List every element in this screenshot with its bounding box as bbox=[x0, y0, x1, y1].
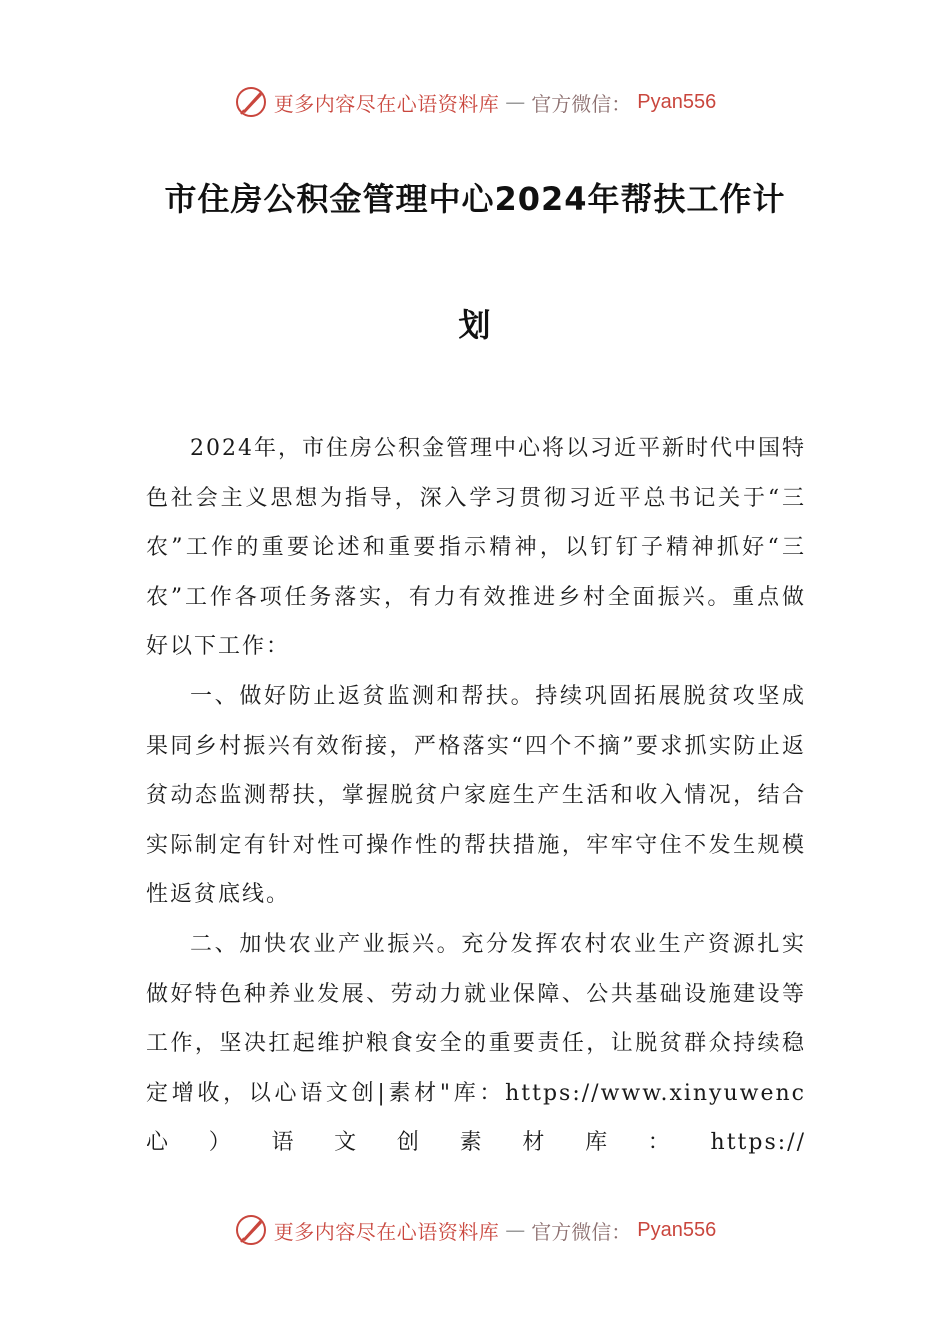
watermark-banner-top bbox=[0, 80, 950, 124]
paragraph-section-2: 二、加快农业产业振兴。充分发挥农村农业生产资源扎实做好特色种养业发展、劳动力就业保障、公共基础设施建设等工作，坚决扛起维护粮食安全的重要责任，让脱贫群众持续稳定增收，以心语文创|素材"库：https://www.xinyuwenc 心 ） 语 文 创 素 材 库 ： https:// bbox=[146, 931, 806, 1156]
wechat-label: 官方微信： bbox=[531, 1219, 632, 1244]
paragraph-section-1: 一、做好防止返贫监测和帮扶。持续巩固拓展脱贫攻坚成果同乡村振兴有效衔接，严格落实“四个不摘”要求抓实防止返贫动态监测帮扶，掌握脱贫户家庭生产生活和收入情况，结合实际制定有针对性可操作性的帮扶措施，牢牢守住不发生规模性返贫底线。 bbox=[146, 683, 806, 908]
watermark-dash: — bbox=[505, 90, 526, 114]
document-title-line1: 市住房公积金管理中心2024年帮扶工作计 bbox=[164, 180, 786, 218]
document-body bbox=[146, 424, 806, 1168]
document-title-line2: 划 bbox=[458, 306, 492, 344]
watermark-text: 更多内容尽在心语资料库 bbox=[273, 91, 500, 116]
wechat-id: Pyan556 bbox=[637, 1218, 717, 1241]
watermark-banner-bottom bbox=[0, 1208, 950, 1252]
paragraph-intro: 2024年，市住房公积金管理中心将以习近平新时代中国特色社会主义思想为指导，深入学习贯彻习近平总书记关于“三农”工作的重要论述和重要指示精神，以钉钉子精神抓好“三农”工作各项任务落实，有力有效推进乡村全面振兴。重点做好以下工作： bbox=[146, 436, 806, 660]
wechat-id: Pyan556 bbox=[637, 90, 717, 113]
wechat-label: 官方微信： bbox=[531, 91, 632, 116]
watermark-dash: — bbox=[505, 1218, 526, 1242]
quill-logo-icon bbox=[234, 85, 268, 119]
watermark-text: 更多内容尽在心语资料库 bbox=[273, 1219, 500, 1244]
quill-logo-icon bbox=[234, 1213, 268, 1247]
